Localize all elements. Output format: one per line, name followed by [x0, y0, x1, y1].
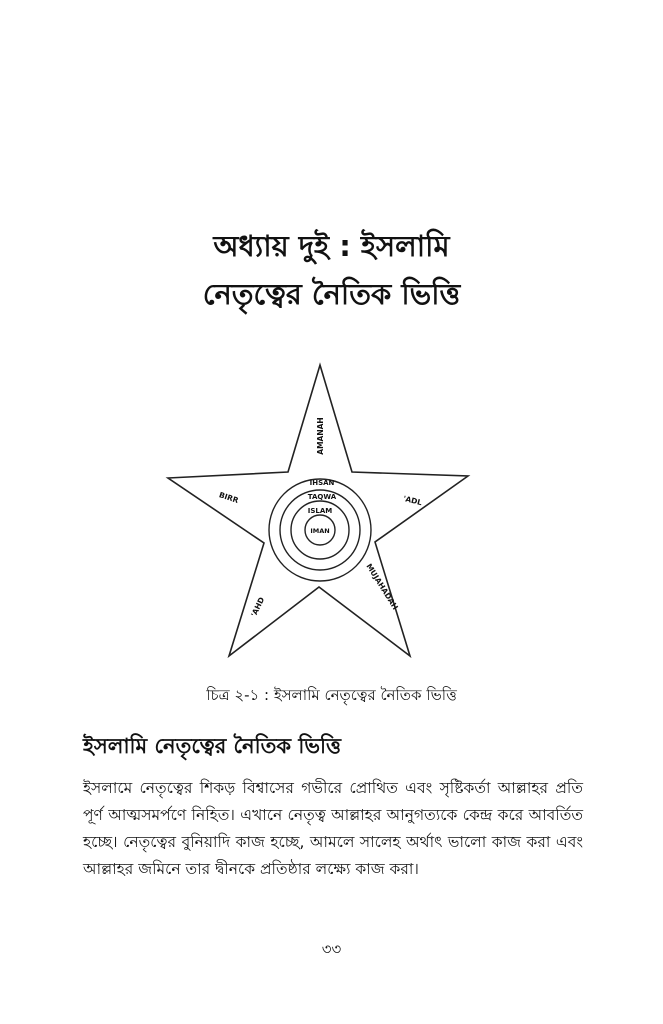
star-figure	[160, 360, 480, 670]
page-number: ৩৩	[321, 940, 342, 958]
body-paragraph: ইসলামে নেতৃত্বের শিকড় বিশ্বাসের গভীরে প্রোথিত এবং সৃষ্টিকর্তা আল্লাহর প্রতি পূর্ণ আত্মসমর্পণে নিহিত। এখানে নেতৃত্ব আল্লাহর আনুগত্যকে কেন্দ্র করে আবর্তিত হচ্ছে। নেতৃত্বের বুনিয়াদি কাজ হচ্ছে, আমলে সালেহ অর্থাৎ ভালো কাজ করা এবং আল্লাহর জমিনে তার দ্বীনকে প্রতিষ্ঠার লক্ষ্যে কাজ করা।	[83, 779, 583, 878]
figure-caption: চিত্র ২-১ : ইসলামি নেতৃত্বের নৈতিক ভিত্তি	[206, 686, 457, 704]
label-ihsan: IHSAN	[309, 479, 335, 487]
label-amanah: AMANAH	[316, 417, 325, 455]
chapter-title-line2: নেতৃত্বের নৈতিক ভিত্তি	[202, 277, 461, 311]
chapter-title-line1: অধ্যায় দুই : ইসলামি	[213, 229, 450, 263]
label-iman: IMAN	[310, 527, 330, 535]
label-ahd: 'AHD	[249, 595, 267, 619]
label-taqwa: TAQWA	[307, 493, 337, 501]
chapter-title	[0, 222, 663, 318]
star-diagram	[160, 360, 480, 670]
section-heading: ইসলামি নেতৃত্বের নৈতিক ভিত্তি	[83, 734, 342, 758]
label-birr: BIRR	[217, 490, 240, 506]
label-mujahadah: MUJAHADAH	[364, 562, 400, 612]
label-islam: ISLAM	[307, 507, 333, 515]
label-adl: 'ADL	[402, 493, 423, 508]
